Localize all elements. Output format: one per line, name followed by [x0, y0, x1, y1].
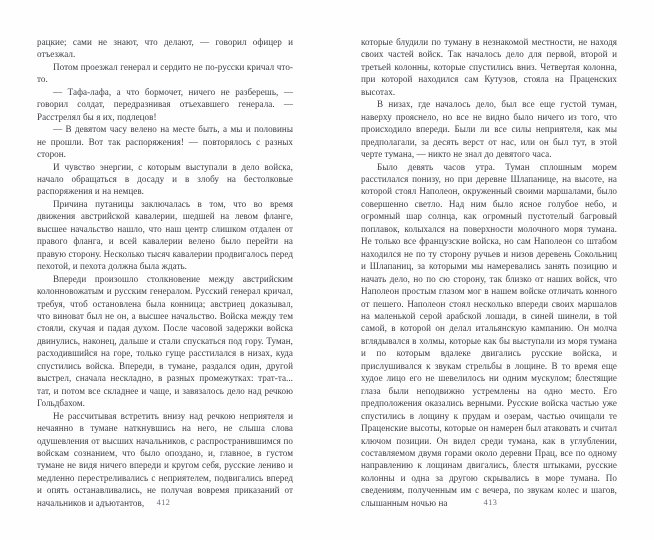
paragraph: И чувство энергии, с которым выступали в дело войска, начало обращаться в досаду и в злобу на бестолковые распоряжения и на немцев. [37, 161, 293, 197]
paragraph: Было девять часов утра. Туман сплошным морем расстилался понизу, но при деревне Шлапанице, на высоте, на которой стоял Наполеон, окруженный своими маршалами, было совершенно светло. Над ним было ясное голубое небо, и огромный шар солнца, как огромный пустотелый багровый поплавок, колыхался на поверхности молочного моря тумана. Не только все французские войска, но сам Наполеон со штабом находился не по ту сторону ручьев и низов деревень Сокольниц и Шлапаниц, за которыми мы намеревались занять позицию и начать дело, но по сю сторону, так близко от наших войск, что Наполеон простым глазом мог в нашем войске отличать конного от пешего. Наполеон стоял несколько впереди своих маршалов на маленькой серой арабской лошади, в синей шинели, в той самой, в которой он делал итальянскую кампанию. Он молча вглядывался в холмы, которые как бы выступали из моря тумана и по которым вдалеке двигались русские войска, и прислушивался к звукам стрельбы в лощине. В то время еще худое лицо его не шевелилось ни одним мускулом; блестящие глаза были неподвижно устремлены на одно место. Его предположения оказались верными. Русские войска частью уже спустились в лощину к прудам и озерам, частью очищали те Праценские высоты, которые он намерен был атаковать и считал ключом позиции. Он видел среди тумана, как в углублении, составляемом двумя горами около деревни Прац, все по одному направлению к лощинам двигались, блестя штыками, русские колонны и одна за другою скрывались в море тумана. По сведениям, полученным им с вечера, по звукам колес и шагов, слышанным ночью на [361, 161, 617, 508]
paragraph: которые блудили по туману в незнакомой местности, не находя своих частей войск. Так началось дело для первой, второй и третьей колонны, которые спустились вниз. Четвертая колонна, при которой находился сам Кутузов, стояла на Праценских высотах. [361, 37, 617, 97]
paragraph: Впереди произошло столкновение между австрийским колонновожатым и русским генералом. Русский генерал кричал, требуя, чтоб остановлена была конница; австриец доказывал, что виноват был не он, а высшее начальство. Войска между тем стояли, скучая и падая духом. После часовой задержки войска двинулись, наконец, дальше и стали спускаться под гору. Туман, расходившийся на горе, только гуще расстилался в низах, куда спустились войска. Впереди, в тумане, раздался один, другой выстрел, сначала нескладно, в разных промежутках: трат-та... тат, и потом все складнее и чаще, и завязалось дело над речкою Гольдбахом. [37, 273, 293, 409]
page-number-left: 412 [156, 498, 171, 507]
page-right [327, 0, 654, 540]
paragraph: — В девятом часу велено на месте быть, а мы и половины не прошли. Вот так распоряжения! — повторялось с разных сторон. [37, 124, 293, 160]
page-left-textblock [37, 36, 293, 509]
paragraph: Причина путаницы заключалась в том, что во время движения австрийской кавалерии, шедшей на левом фланге, высшее начальство нашло, что наш центр слишком отдален от правого фланга, и всей кавалерии велено было перейти на правую сторону. Несколько тысяч кавалерии продвигалось перед пехотой, и пехота должна была ждать. [37, 198, 293, 272]
paragraph: Не рассчитывая встретить внизу над речкою неприятеля и нечаянно в тумане наткнувшись на него, не слыша слова одушевления от высших начальников, с распространившимся по войскам сознанием, что было опоздано, и, главное, в густом тумане не видя ничего впереди и кругом себя, русские лениво и медленно перестреливались с неприятелем, подвигались вперед и опять останавливались, не получая вовремя приказаний от начальников и адъютантов, [37, 410, 293, 508]
page-right-textblock [361, 36, 617, 509]
paragraph: — Тафа-лафа, а что бормочет, ничего не разберешь, — говорил солдат, передразнивая отъехавшего генерала. — Расстрелял бы я их, подлецов! [37, 86, 293, 122]
page-number-right: 413 [483, 498, 498, 507]
paragraph: Потом проезжал генерал и сердито не по-русски кричал что-то. [37, 61, 293, 85]
paragraph: рацкие; сами не знают, что делают, — говорил офицер и отъезжал. [37, 37, 293, 60]
paragraph: В низах, где началось дело, был все еще густой туман, наверху прояснело, но все не видно было ничего из того, что происходило впереди. Были ли все силы неприятеля, как мы предполагали, за десять верст от нас, или он был тут, в этой черте тумана, — никто не знал до девятого часа. [361, 99, 617, 160]
